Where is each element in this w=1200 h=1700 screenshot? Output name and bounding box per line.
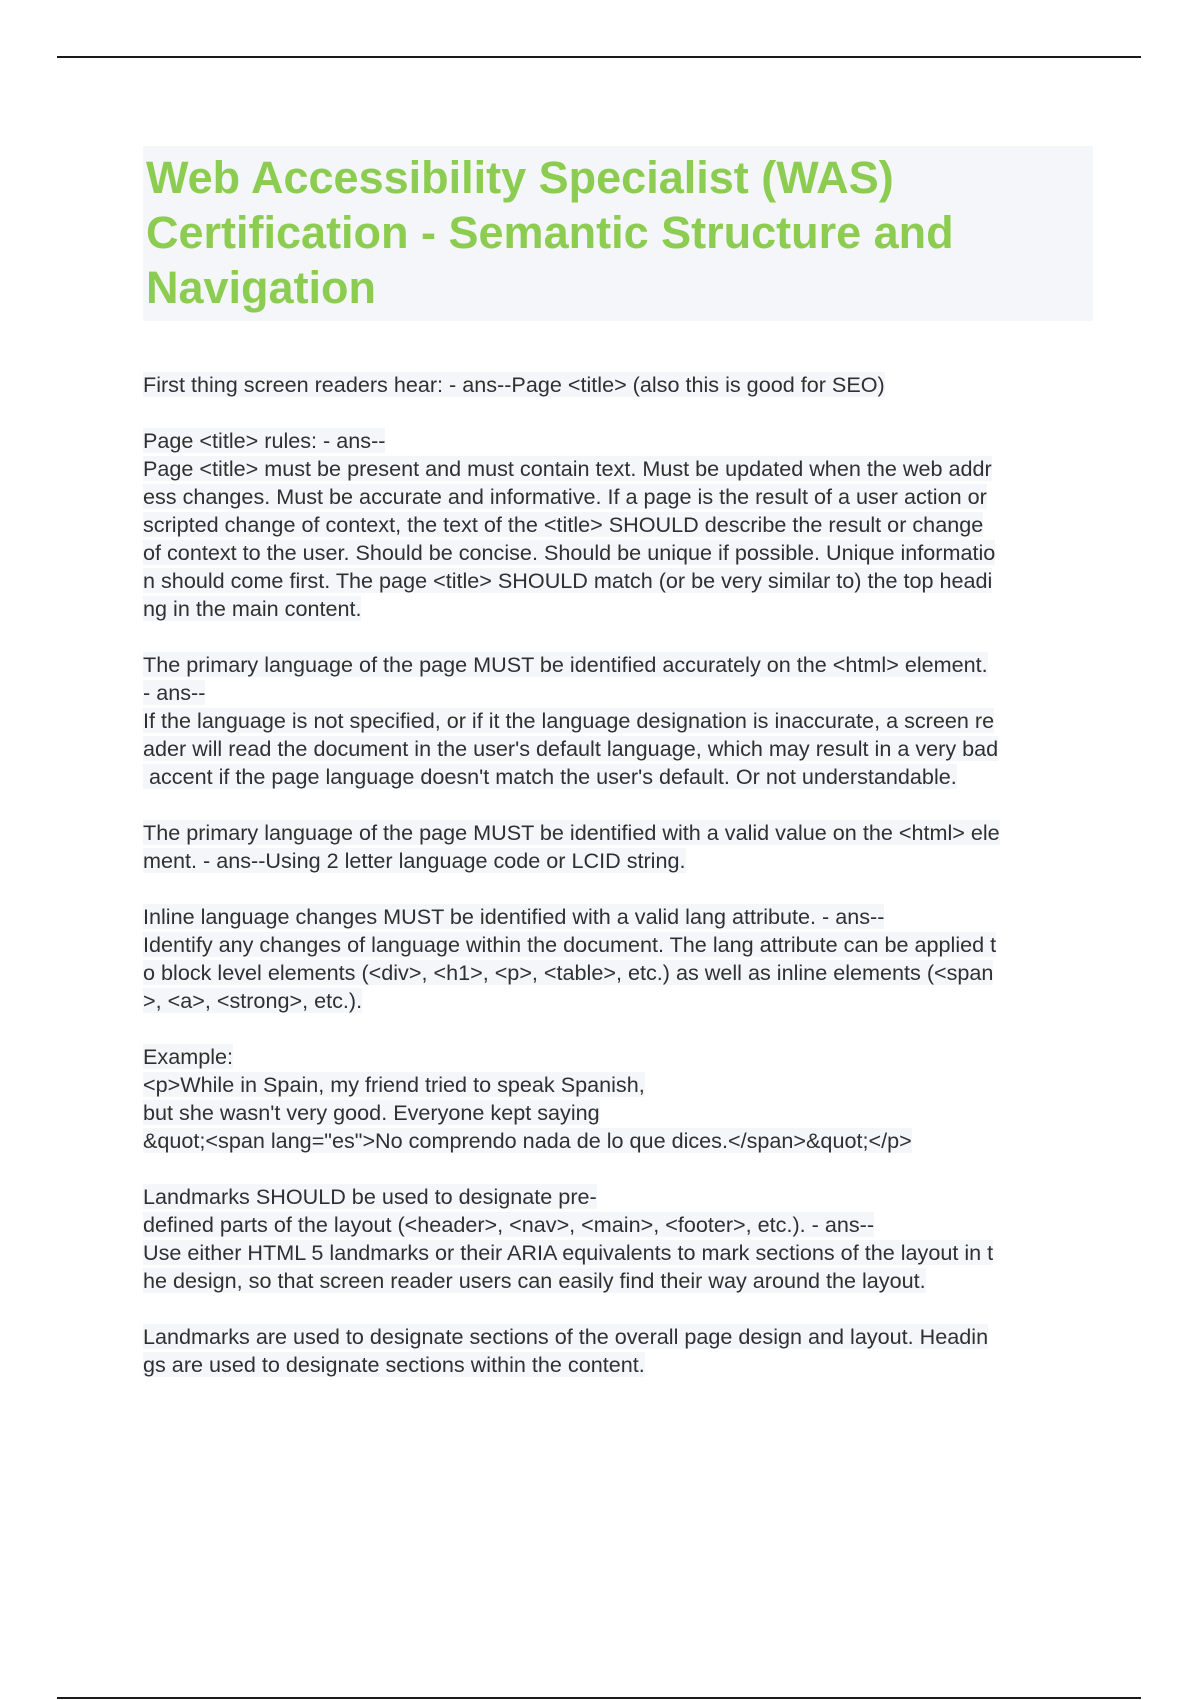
title-block xyxy=(143,146,1093,321)
document-title-line: Navigation xyxy=(146,262,377,313)
entry-line-text: Landmarks are used to designate sections of the overall page design and layout. Headin xyxy=(143,1324,989,1349)
entry-line-text: Landmarks SHOULD be used to designate pre- xyxy=(143,1184,597,1209)
entry-line xyxy=(143,427,1093,455)
entry-line xyxy=(143,819,1093,847)
entry-line xyxy=(143,1127,1093,1155)
entry-line-text: The primary language of the page MUST be identified with a valid value on the <html> ele xyxy=(143,820,1000,845)
entry-line xyxy=(143,735,1093,763)
entry-line-text: Inline language changes MUST be identified with a valid lang attribute. - ans-- xyxy=(143,904,885,929)
entry-line-text: scripted change of context, the text of the <title> SHOULD describe the result or change xyxy=(143,512,984,537)
entry-line xyxy=(143,371,1093,399)
entry-line-text: Page <title> must be present and must contain text. Must be updated when the web addr xyxy=(143,456,992,481)
entry-line-text: <p>While in Spain, my friend tried to speak Spanish, xyxy=(143,1072,645,1097)
bottom-rule xyxy=(57,1697,1141,1699)
entry-line-text: &quot;<span lang="es">No comprendo nada de lo que dices.</span>&quot;</p> xyxy=(143,1128,912,1153)
entry-line-text: The primary language of the page MUST be identified accurately on the <html> element. xyxy=(143,652,988,677)
entry-line-text: but she wasn't very good. Everyone kept saying xyxy=(143,1100,600,1125)
top-rule xyxy=(57,56,1141,58)
entry-line xyxy=(143,511,1093,539)
entry-line-text: ment. - ans--Using 2 letter language code or LCID string. xyxy=(143,848,686,873)
entry-line-text: ader will read the document in the user's default language, which may result in a very bad xyxy=(143,736,999,761)
entry-line-text: accent if the page language doesn't match the user's default. Or not understandable. xyxy=(143,764,957,789)
qa-entry xyxy=(143,903,1093,1015)
qa-entry xyxy=(143,651,1093,791)
entry-line xyxy=(143,847,1093,875)
document-title-line: Certification - Semantic Structure and xyxy=(146,207,954,258)
entry-line xyxy=(143,651,1093,679)
entry-line-text: Use either HTML 5 landmarks or their ARIA equivalents to mark sections of the layout in t xyxy=(143,1240,994,1265)
entry-line xyxy=(143,1099,1093,1127)
document-title xyxy=(146,150,1091,315)
qa-entry xyxy=(143,819,1093,875)
entry-line xyxy=(143,987,1093,1015)
entry-line xyxy=(143,567,1093,595)
entry-line-text: of context to the user. Should be concise. Should be unique if possible. Unique informatio xyxy=(143,540,996,565)
entry-line-text: he design, so that screen reader users can easily find their way around the layout. xyxy=(143,1268,926,1293)
qa-entry xyxy=(143,1043,1093,1155)
entry-line-text: gs are used to designate sections within the content. xyxy=(143,1352,645,1377)
entry-line xyxy=(143,903,1093,931)
entry-line-text: If the language is not specified, or if it the language designation is inaccurate, a screen re xyxy=(143,708,995,733)
qa-entries xyxy=(143,371,1093,1379)
entry-line-text: Page <title> rules: - ans-- xyxy=(143,428,386,453)
entry-line xyxy=(143,1071,1093,1099)
entry-line-text: ess changes. Must be accurate and informative. If a page is the result of a user action or xyxy=(143,484,987,509)
entry-line xyxy=(143,455,1093,483)
entry-line-text: Identify any changes of language within the document. The lang attribute can be applied t xyxy=(143,932,997,957)
entry-line xyxy=(143,1043,1093,1071)
entry-line xyxy=(143,1211,1093,1239)
entry-line-text: o block level elements (<div>, <h1>, <p>, <table>, etc.) as well as inline elements (<span xyxy=(143,960,994,985)
entry-line xyxy=(143,679,1093,707)
entry-line-text: >, <a>, <strong>, etc.). xyxy=(143,988,363,1013)
entry-line xyxy=(143,931,1093,959)
entry-line xyxy=(143,539,1093,567)
entry-line xyxy=(143,595,1093,623)
document-body xyxy=(143,146,1093,1407)
entry-line-text: - ans-- xyxy=(143,680,206,705)
qa-entry xyxy=(143,427,1093,623)
entry-line-text: n should come first. The page <title> SHOULD match (or be very similar to) the top headi xyxy=(143,568,993,593)
entry-line xyxy=(143,959,1093,987)
entry-line xyxy=(143,763,1093,791)
entry-line xyxy=(143,1267,1093,1295)
document-title-line: Web Accessibility Specialist (WAS) xyxy=(146,152,894,203)
entry-line-text: Example: xyxy=(143,1044,234,1069)
qa-entry xyxy=(143,371,1093,399)
entry-line xyxy=(143,707,1093,735)
qa-entry xyxy=(143,1323,1093,1379)
entry-line-text: First thing screen readers hear: - ans--Page <title> (also this is good for SEO) xyxy=(143,372,885,397)
entry-line-text: defined parts of the layout (<header>, <nav>, <main>, <footer>, etc.). - ans-- xyxy=(143,1212,875,1237)
entry-line-text: ng in the main content. xyxy=(143,596,362,621)
entry-line xyxy=(143,1239,1093,1267)
entry-line xyxy=(143,483,1093,511)
entry-line xyxy=(143,1183,1093,1211)
entry-line xyxy=(143,1323,1093,1351)
qa-entry xyxy=(143,1183,1093,1295)
entry-line xyxy=(143,1351,1093,1379)
